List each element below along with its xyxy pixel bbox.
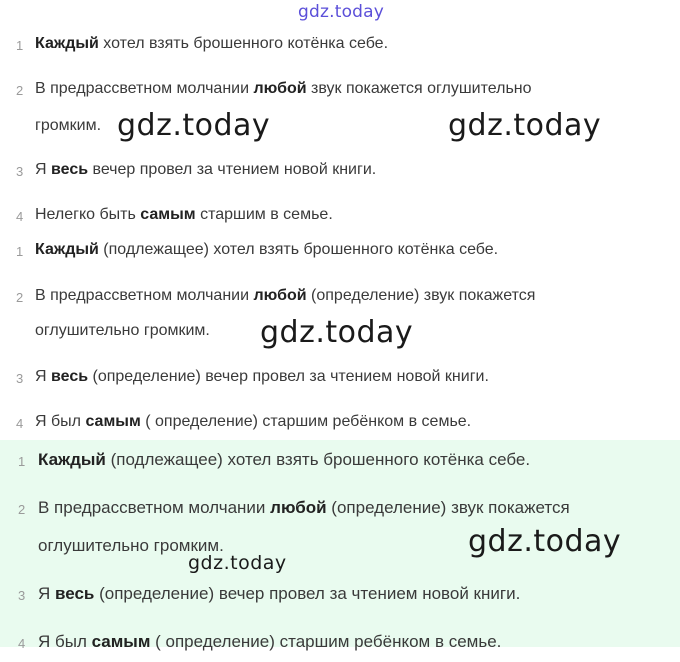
- watermark: gdz.today: [468, 524, 622, 559]
- item-number: 2: [16, 83, 24, 98]
- highlighted-word: любой: [270, 498, 327, 517]
- watermark: gdz.today: [448, 108, 602, 143]
- item-number: 4: [18, 636, 26, 651]
- item-number: 1: [16, 244, 24, 259]
- item-number: 1: [18, 454, 26, 469]
- item-text-line2: оглушительно громким.: [38, 536, 224, 555]
- highlighted-word: самым: [91, 632, 151, 651]
- highlighted-word: Каждый: [38, 450, 106, 469]
- item-number: 4: [16, 209, 24, 224]
- highlighted-word: весь: [51, 368, 89, 385]
- item-text: Я весь вечер провел за чтением новой книги.: [35, 161, 377, 178]
- item-text: В предрассветном молчании любой звук покажется оглушительно: [35, 80, 532, 97]
- highlighted-word: весь: [55, 584, 95, 603]
- item-text-line2: громким.: [35, 117, 102, 134]
- item-text: Каждый (подлежащее) хотел взять брошенного котёнка себе.: [35, 241, 499, 258]
- item-text: Я был самым ( определение) старшим ребёнком в семье.: [38, 632, 502, 651]
- watermark: gdz.today: [188, 552, 287, 574]
- highlighted-word: самым: [85, 413, 141, 430]
- item-text: Я весь (определение) вечер провел за чтением новой книги.: [35, 368, 489, 385]
- highlighted-word: весь: [51, 161, 89, 178]
- item-number: 1: [16, 38, 24, 53]
- item-text: В предрассветном молчании любой (определение) звук покажется: [35, 287, 536, 304]
- item-text: Каждый (подлежащее) хотел взять брошенного котёнка себе.: [38, 450, 531, 469]
- highlighted-word: Каждый: [35, 241, 99, 258]
- item-number: 3: [16, 164, 24, 179]
- item-number: 3: [18, 588, 26, 603]
- highlighted-word: самым: [140, 206, 196, 223]
- item-text: Нелегко быть самым старшим в семье.: [35, 206, 333, 223]
- item-text: Я весь (определение) вечер провел за чтением новой книги.: [38, 584, 521, 603]
- watermark-top: gdz.today: [298, 2, 385, 22]
- item-number: 2: [16, 290, 24, 305]
- watermark: gdz.today: [117, 108, 271, 143]
- item-text-line2: оглушительно громким.: [35, 322, 210, 339]
- highlighted-word: любой: [253, 80, 307, 97]
- watermark: gdz.today: [260, 315, 414, 350]
- item-text: Каждый хотел взять брошенного котёнка себе.: [35, 35, 389, 52]
- highlighted-word: Каждый: [35, 35, 99, 52]
- highlighted-word: любой: [253, 287, 307, 304]
- item-text: Я был самым ( определение) старшим ребёнком в семье.: [35, 413, 472, 430]
- item-number: 4: [16, 416, 24, 431]
- item-number: 3: [16, 371, 24, 386]
- item-number: 2: [18, 502, 26, 517]
- item-text: В предрассветном молчании любой (определение) звук покажется: [38, 498, 570, 517]
